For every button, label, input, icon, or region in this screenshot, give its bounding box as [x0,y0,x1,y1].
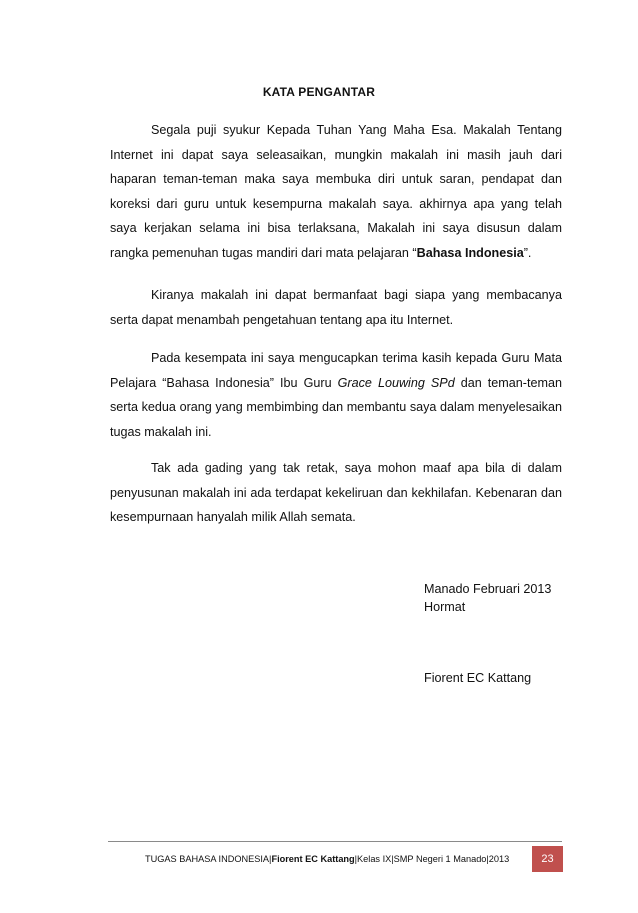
page-footer [145,854,509,864]
signature-name: Fiorent EC Kattang [424,671,532,685]
paragraph-4: Tak ada gading yang tak retak, saya mohon maaf apa bila di dalam penyusunan makalah ini ada terdapat kekeliruan dan kekhilafan. Kebenaran dan kesempurnaan hanyalah milik Allah semata. [110,461,562,524]
paragraph-1-text: Segala puji syukur Kepada Tuhan Yang Maha Esa. Makalah Tentang Internet ini dapat saya seleasaikan, mungkin makalah ini masih jauh dari haparan teman-teman maka saya membuka diri untuk saran, pendapat dan koreksi dari guru untuk kesempurna makalah saya. akhirnya apa yang telah saya kerjakan selama ini bisa terlaksana, Makalah ini saya disusun dalam rangka pemenuhan tugas mandiri dari mata pelajaran “ [110,123,562,260]
paragraph-1-end: ”. [523,245,532,260]
signature-closing: Hormat [424,600,466,614]
page-number-badge: 23 [532,846,563,872]
paragraph-3-text: Pada kesempata ini saya mengucapkan terima kasih kepada Guru Mata Pelajara “Bahasa Indonesia” Ibu Guru [110,351,562,390]
paragraph-3 [110,346,562,444]
paragraph-2: Kiranya makalah ini dapat bermanfaat bagi siapa yang membacanya serta dapat menambah pengetahuan tentang apa itu Internet. [110,288,562,327]
footer-course: TUGAS BAHASA INDONESIA| [145,854,272,864]
footer-class-school: |Kelas IX|SMP Negeri 1 Manado|2013 [354,854,510,864]
signature-place-date: Manado Februari 2013 [424,582,552,596]
subject-name-bold: Bahasa Indonesia [416,245,524,260]
footer-author: Fiorent EC Kattang [271,854,355,864]
teacher-name-italic: Grace Louwing SPd [337,375,455,390]
paragraph-3-end: dan teman-teman serta kedua orang yang membimbing dan membantu saya dalam menyelesaikan tugas makalah ini. [110,375,562,439]
paragraph-1 [110,118,562,265]
footer-divider [108,841,562,842]
page-title: KATA PENGANTAR [262,85,376,99]
